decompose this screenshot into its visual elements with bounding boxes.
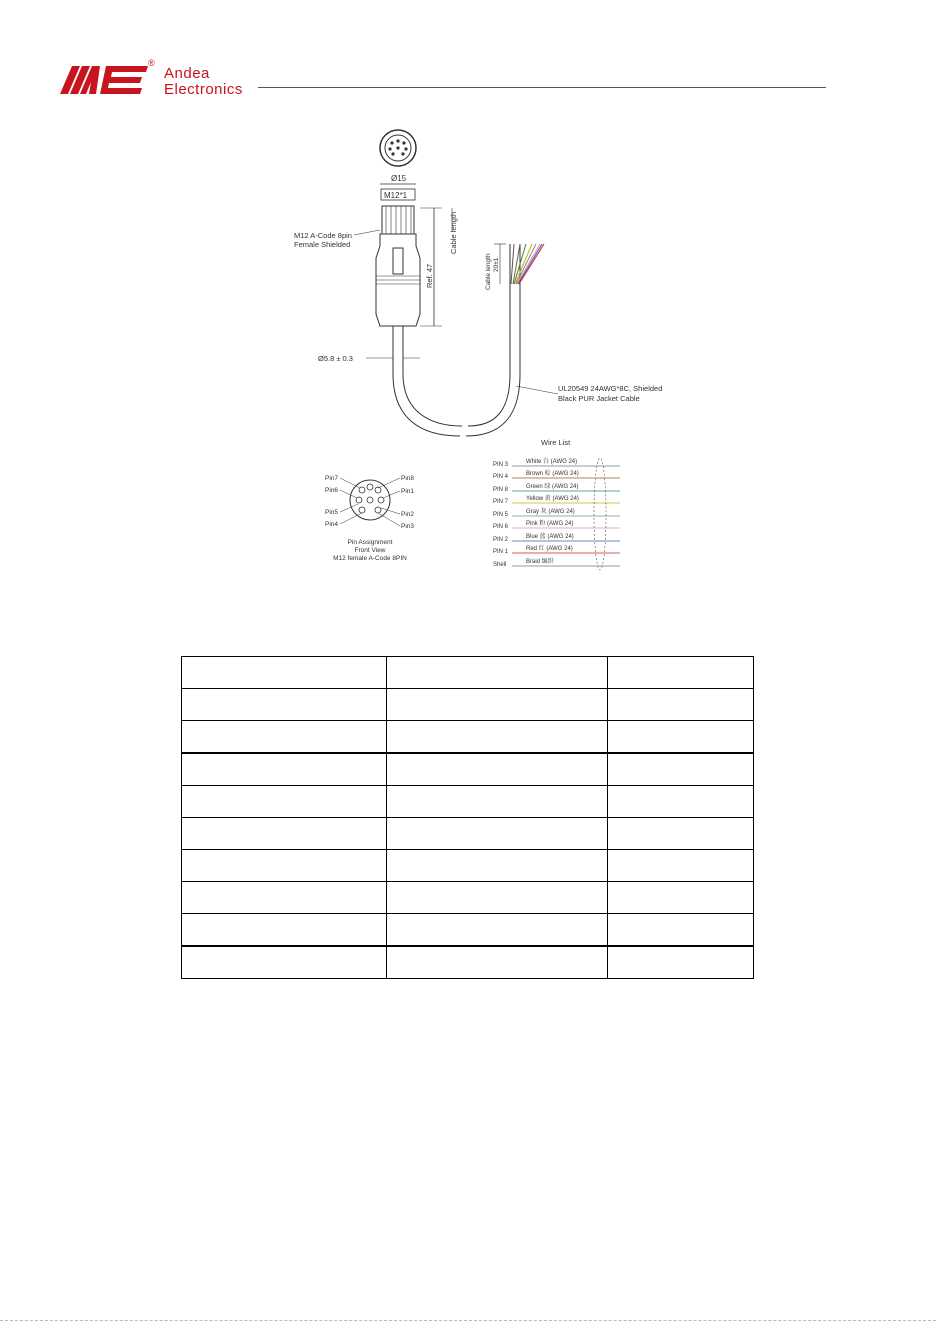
dim-thread: M12*1 <box>384 191 408 200</box>
table-cell <box>182 657 387 689</box>
table-cell <box>608 753 754 786</box>
strip-length: 20±1 <box>493 257 500 272</box>
table-row <box>182 753 754 786</box>
wire-pin-3: PIN 7 <box>493 499 509 505</box>
table-cell <box>608 786 754 818</box>
table-cell <box>182 914 387 947</box>
table-row <box>182 721 754 754</box>
table-row <box>182 818 754 850</box>
wire-pin-6: PIN 2 <box>493 537 509 543</box>
wire-desc-1: Brown 棕 (AWG 24) <box>526 471 579 477</box>
pin-assignment-diagram <box>340 478 400 526</box>
page-header <box>56 56 826 100</box>
wire-pin-2: PIN 8 <box>493 487 509 493</box>
table-row <box>182 786 754 818</box>
wire-list <box>493 457 620 570</box>
table-row <box>182 689 754 721</box>
connector-label-1: M12 A-Code 8pin <box>294 231 352 240</box>
wire-pin-4: PIN 5 <box>493 512 509 518</box>
table-row <box>182 850 754 882</box>
header-divider <box>258 87 826 88</box>
table-cell <box>387 721 608 754</box>
pin-left-0: Pin7 <box>325 475 339 482</box>
table-cell <box>387 882 608 914</box>
wire-pin-0: PIN 3 <box>493 462 509 468</box>
pin-right-2: Pin2 <box>401 511 415 518</box>
table-cell <box>182 786 387 818</box>
table-row <box>182 914 754 947</box>
connector-label-2: Female Shielded <box>294 240 351 249</box>
table-cell <box>387 946 608 979</box>
wire-desc-8: Braid 编织 <box>526 559 554 565</box>
wire-desc-2: Green 绿 (AWG 24) <box>526 484 579 490</box>
pin-left-1: Pin6 <box>325 487 339 494</box>
table-cell <box>182 689 387 721</box>
table-cell <box>387 914 608 947</box>
pin-caption-1: Pin Assignment <box>347 539 393 546</box>
pin-caption-3: M12 female A-Code 8PIN <box>333 555 407 562</box>
wire-pin-1: PIN 4 <box>493 474 509 480</box>
cable-spec-1: UL20549 24AWG*8C, Shielded <box>558 384 663 393</box>
wire-desc-0: White 白 (AWG 24) <box>526 459 578 465</box>
table-cell <box>608 914 754 947</box>
wire-pin-5: PIN 6 <box>493 524 509 530</box>
table-cell <box>387 657 608 689</box>
wire-pin-8: Shell <box>493 562 507 568</box>
wire-desc-7: Red 红 (AWG 24) <box>526 546 573 552</box>
pin-right-0: Pin8 <box>401 475 415 482</box>
pin-caption-2: Front View <box>354 547 386 554</box>
table-cell <box>608 657 754 689</box>
table-cell <box>387 850 608 882</box>
table-cell <box>182 753 387 786</box>
footer-divider <box>0 1320 936 1321</box>
table-cell <box>387 689 608 721</box>
wire-fan <box>511 244 544 284</box>
table-cell <box>182 818 387 850</box>
table-cell <box>182 850 387 882</box>
connector-body <box>376 206 420 326</box>
wire-pin-7: PIN 1 <box>493 549 509 555</box>
pin-right-3: Pin3 <box>401 523 415 530</box>
cable-length-end: Cable length <box>485 253 492 290</box>
pin-right-1: Pin1 <box>401 488 415 495</box>
table-cell <box>182 882 387 914</box>
cable-diameter: Ø5.8 ± 0.3 <box>318 354 353 363</box>
wire-desc-6: Blue 蓝 (AWG 24) <box>526 534 574 540</box>
wire-desc-4: Gray 灰 (AWG 24) <box>526 509 575 515</box>
wire-list-title: Wire List <box>541 438 571 447</box>
pin-left-2: Pin5 <box>325 509 339 516</box>
table-cell <box>608 882 754 914</box>
table-cell <box>608 850 754 882</box>
table-row <box>182 882 754 914</box>
table-cell <box>608 689 754 721</box>
spec-table <box>181 656 754 979</box>
table-cell <box>387 786 608 818</box>
andea-logo-icon <box>56 64 156 96</box>
table-cell <box>608 818 754 850</box>
table-cell <box>182 721 387 754</box>
cable-length-label: Cable length <box>449 211 458 254</box>
ref-length: Ref. 47 <box>425 263 434 288</box>
brand-name-line2: Electronics <box>164 81 243 98</box>
table-cell <box>608 946 754 979</box>
cable-spec-2: Black PUR Jacket Cable <box>558 394 640 403</box>
wire-desc-3: Yellow 黄 (AWG 24) <box>526 496 579 502</box>
table-row <box>182 946 754 979</box>
brand-name-line1: Andea <box>164 65 210 82</box>
cable-technical-drawing <box>270 118 690 578</box>
connector-front-view <box>380 130 416 166</box>
dim-diameter: Ø15 <box>391 174 407 183</box>
wire-desc-5: Pink 粉 (AWG 24) <box>526 521 574 527</box>
table-cell <box>387 818 608 850</box>
table-row <box>182 657 754 689</box>
pin-left-3: Pin4 <box>325 521 339 528</box>
table-cell <box>182 946 387 979</box>
brand-name <box>164 66 243 98</box>
table-cell <box>608 721 754 754</box>
registered-mark: ® <box>148 58 155 68</box>
table-cell <box>387 753 608 786</box>
